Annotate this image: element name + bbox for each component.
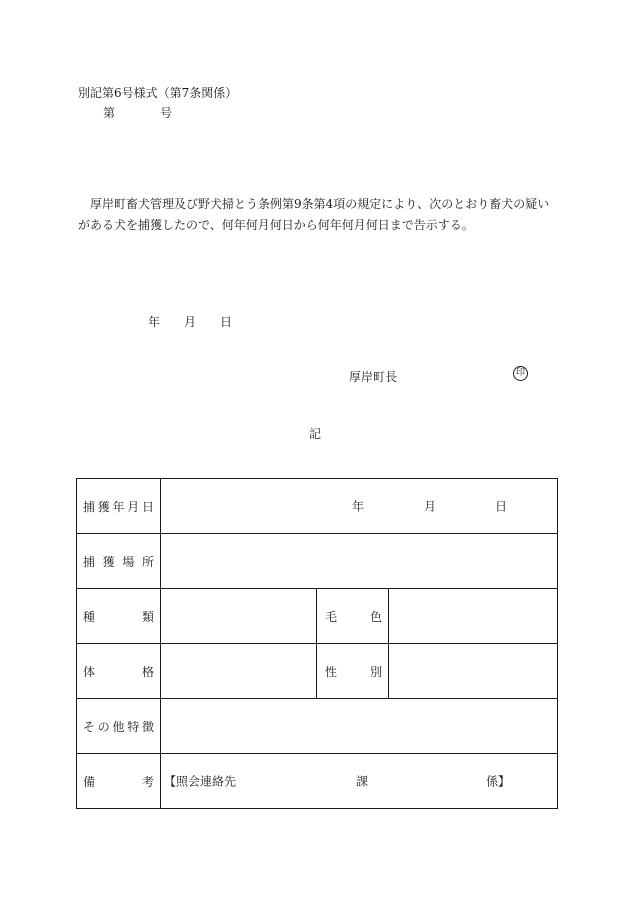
label-char: 種: [83, 609, 96, 624]
breed-label: [77, 589, 161, 644]
breed-field[interactable]: [161, 589, 317, 644]
capture-place-label: [77, 534, 161, 589]
other-features-field[interactable]: [161, 699, 558, 754]
label-char: 捕: [83, 499, 96, 514]
notice-text: 厚岸町畜犬管理及び野犬掃とう条例第9条第4項の規定により、次のとおり畜犬の疑いがある犬を捕獲したので、何年何月何日から何年何月何日まで告示する。: [78, 197, 550, 232]
table-row: [77, 479, 558, 534]
label-char: 他: [112, 719, 125, 734]
capture-place-field[interactable]: [161, 534, 558, 589]
label-char: 別: [369, 664, 382, 679]
table-row: [77, 589, 558, 644]
date-day-label: 日: [220, 315, 233, 329]
contact-label: 【照会連絡先: [164, 774, 237, 789]
table-row: [77, 754, 558, 809]
capture-date-label: [77, 479, 161, 534]
section-label: 課: [356, 774, 369, 789]
label-char: そ: [83, 719, 96, 734]
label-char: 獲: [102, 554, 115, 569]
label-char: 備: [83, 774, 96, 789]
label-char: の: [97, 719, 110, 734]
label-char: 体: [83, 664, 96, 679]
number-prefix: 第: [103, 106, 116, 120]
capture-year-label: 年: [352, 499, 365, 514]
label-char: 所: [141, 554, 154, 569]
label-char: 毛: [325, 609, 338, 624]
label-char: 日: [141, 499, 154, 514]
label-char: 年: [112, 499, 125, 514]
table-row: [77, 644, 558, 699]
label-char: 格: [141, 664, 154, 679]
other-features-label: [77, 699, 161, 754]
label-char: 捕: [83, 554, 96, 569]
sex-field[interactable]: [389, 644, 558, 699]
table-row: [77, 534, 558, 589]
label-char: 類: [141, 609, 154, 624]
coat-color-label: [317, 589, 389, 644]
number-suffix: 号: [160, 106, 173, 120]
label-char: 性: [325, 664, 338, 679]
form-reference: 別記第6号様式（第7条関係）: [78, 86, 238, 100]
coat-color-field[interactable]: [389, 589, 558, 644]
remarks-field[interactable]: [161, 754, 558, 809]
label-char: 徴: [141, 719, 154, 734]
date-month-label: 月: [184, 315, 197, 329]
table-row: [77, 699, 558, 754]
label-char: 月: [127, 499, 140, 514]
label-char: 場: [122, 554, 135, 569]
staff-label: 係】: [486, 774, 511, 789]
capture-info-table: [76, 478, 558, 809]
build-field[interactable]: [161, 644, 317, 699]
label-char: 特: [127, 719, 140, 734]
sex-label: [317, 644, 389, 699]
capture-month-label: 月: [424, 499, 437, 514]
capture-date-field[interactable]: [161, 479, 558, 534]
mayor-title: 厚岸町長: [349, 370, 398, 384]
label-char: 色: [369, 609, 382, 624]
build-label: [77, 644, 161, 699]
date-year-label: 年: [148, 315, 161, 329]
label-char: 考: [141, 774, 154, 789]
label-char: 獲: [97, 499, 110, 514]
capture-day-label: 日: [495, 499, 508, 514]
seal-mark: 印: [513, 366, 528, 381]
ki-heading: 記: [309, 427, 322, 441]
remarks-label: [77, 754, 161, 809]
